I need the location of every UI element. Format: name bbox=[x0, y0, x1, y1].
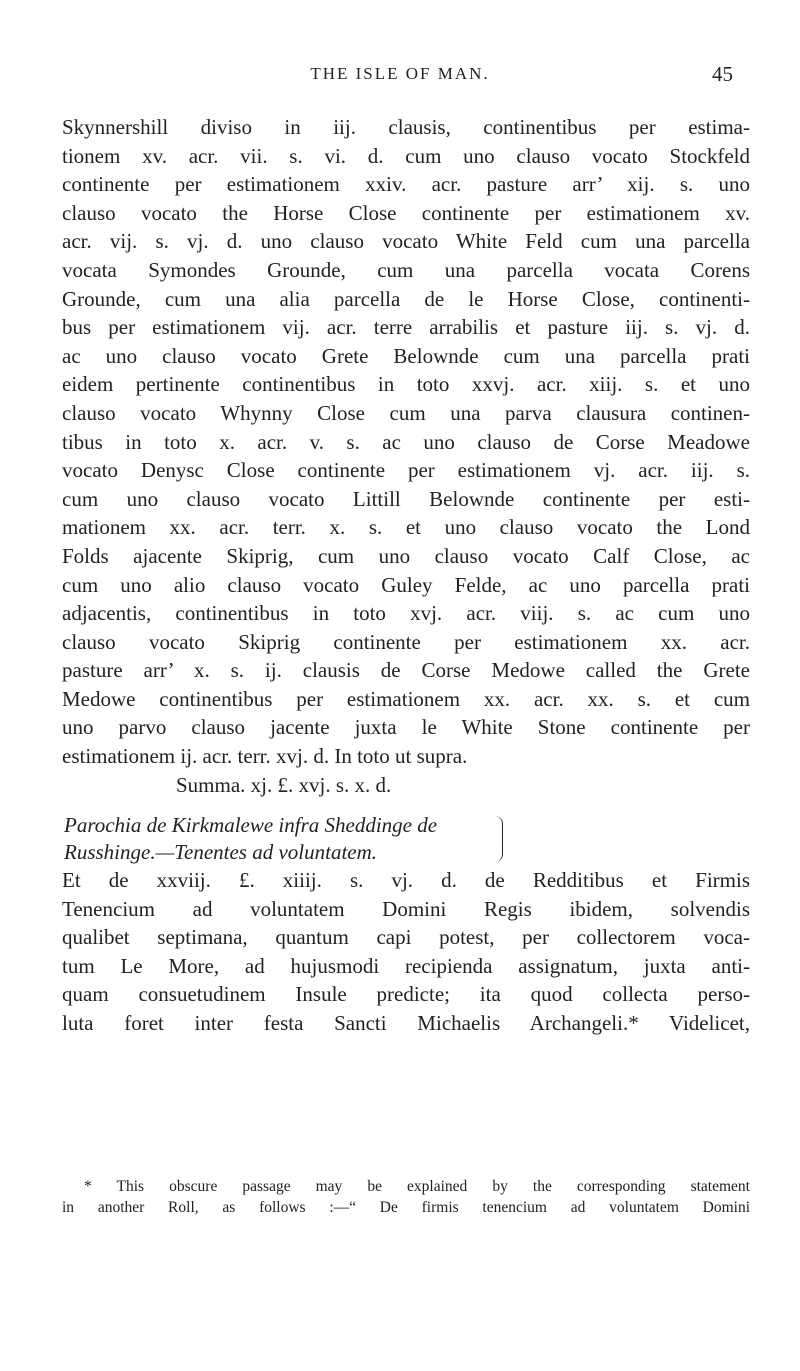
text-line: Et de xxviij. £. xiiij. s. vj. d. de Redditibus et Firmis bbox=[62, 868, 750, 892]
text-line: Tenencium ad voluntatem Domini Regis ibidem, solvendis bbox=[62, 896, 750, 921]
text-line: eidem pertinente continentibus in toto xxvj. acr. xiij. s. et uno bbox=[62, 372, 750, 397]
text-line: pasture arr’ x. s. ij. clausis de Corse Medowe called the Grete bbox=[62, 658, 750, 683]
text-line: mationem xx. acr. terr. x. s. et uno clauso vocato the Lond bbox=[62, 515, 750, 540]
summa-total: Summa. xj. £. xvj. s. x. d. bbox=[176, 772, 392, 797]
text-line: cum uno alio clauso vocato Guley Felde, ac uno parcella prati bbox=[62, 572, 750, 597]
text-line: Grounde, cum una alia parcella de le Horse Close, continenti- bbox=[62, 286, 750, 311]
text-line: Skynnershill diviso in iij. clausis, continentibus per estima- bbox=[62, 115, 750, 139]
footnote-line: in another Roll, as follows :—“ De firmis tenencium ad voluntatem Domini bbox=[62, 1199, 750, 1216]
page-number: 45 bbox=[712, 62, 733, 86]
text-line: tionem xv. acr. vii. s. vi. d. cum uno clauso vocato Stockfeld bbox=[62, 143, 750, 168]
footnote bbox=[62, 1176, 750, 1218]
text-line: vocata Symondes Grounde, cum una parcella vocata Corens bbox=[62, 257, 750, 282]
text-line: adjacentis, continentibus in toto xvj. acr. viij. s. ac cum uno bbox=[62, 601, 750, 626]
text-line: clauso vocato Whynny Close cum una parva clausura continen- bbox=[62, 400, 750, 425]
text-line: cum uno clauso vocato Littill Belownde continente per esti- bbox=[62, 486, 750, 511]
footnote-line: * This obscure passage may be explained by the corresponding statement bbox=[84, 1178, 750, 1195]
text-line: ac uno clauso vocato Grete Belownde cum una parcella prati bbox=[62, 343, 750, 368]
text-line: tum Le More, ad hujusmodi recipienda assignatum, juxta anti- bbox=[62, 953, 750, 978]
text-line: continente per estimationem xxiv. acr. pasture arr’ xij. s. uno bbox=[62, 172, 750, 197]
text-line: luta foret inter festa Sancti Michaelis Archangeli.* Videlicet, bbox=[62, 1010, 750, 1035]
text-line: tibus in toto x. acr. v. s. ac uno clauso de Corse Meadowe bbox=[62, 429, 750, 454]
paragraph-2 bbox=[62, 866, 750, 1038]
section-heading-line: Parochia de Kirkmalewe infra Sheddinge de bbox=[64, 813, 438, 837]
text-line: Folds ajacente Skiprig, cum uno clauso vocato Calf Close, ac bbox=[62, 543, 750, 568]
section-heading-line: Russhinge.—Tenentes ad voluntatem. bbox=[64, 840, 378, 864]
text-line: clauso vocato Skiprig continente per estimationem xx. acr. bbox=[62, 629, 750, 654]
text-line: qualibet septimana, quantum capi potest, per collectorem voca- bbox=[62, 925, 750, 950]
text-line: Medowe continentibus per estimationem xx. acr. xx. s. et cum bbox=[62, 686, 750, 711]
text-line: acr. vij. s. vj. d. uno clauso vocato White Feld cum una parcella bbox=[62, 229, 750, 254]
text-line: bus per estimationem vij. acr. terre arrabilis et pasture iij. s. vj. d. bbox=[62, 315, 750, 340]
paragraph-1 bbox=[62, 113, 750, 799]
text-line: uno parvo clauso jacente juxta le White Stone continente per bbox=[62, 715, 750, 740]
text-line: clauso vocato the Horse Close continente per estimationem xv. bbox=[62, 200, 750, 225]
text-line: vocato Denysc Close continente per estimationem vj. acr. iij. s. bbox=[62, 458, 750, 483]
text-line: quam consuetudinem Insule predicte; ita quod collecta perso- bbox=[62, 982, 750, 1007]
text-line: estimationem ij. acr. terr. xvj. d. In toto ut supra. bbox=[62, 744, 468, 769]
section-heading bbox=[64, 812, 764, 866]
running-title: THE ISLE OF MAN. bbox=[310, 64, 490, 83]
brace-mark bbox=[494, 816, 503, 862]
